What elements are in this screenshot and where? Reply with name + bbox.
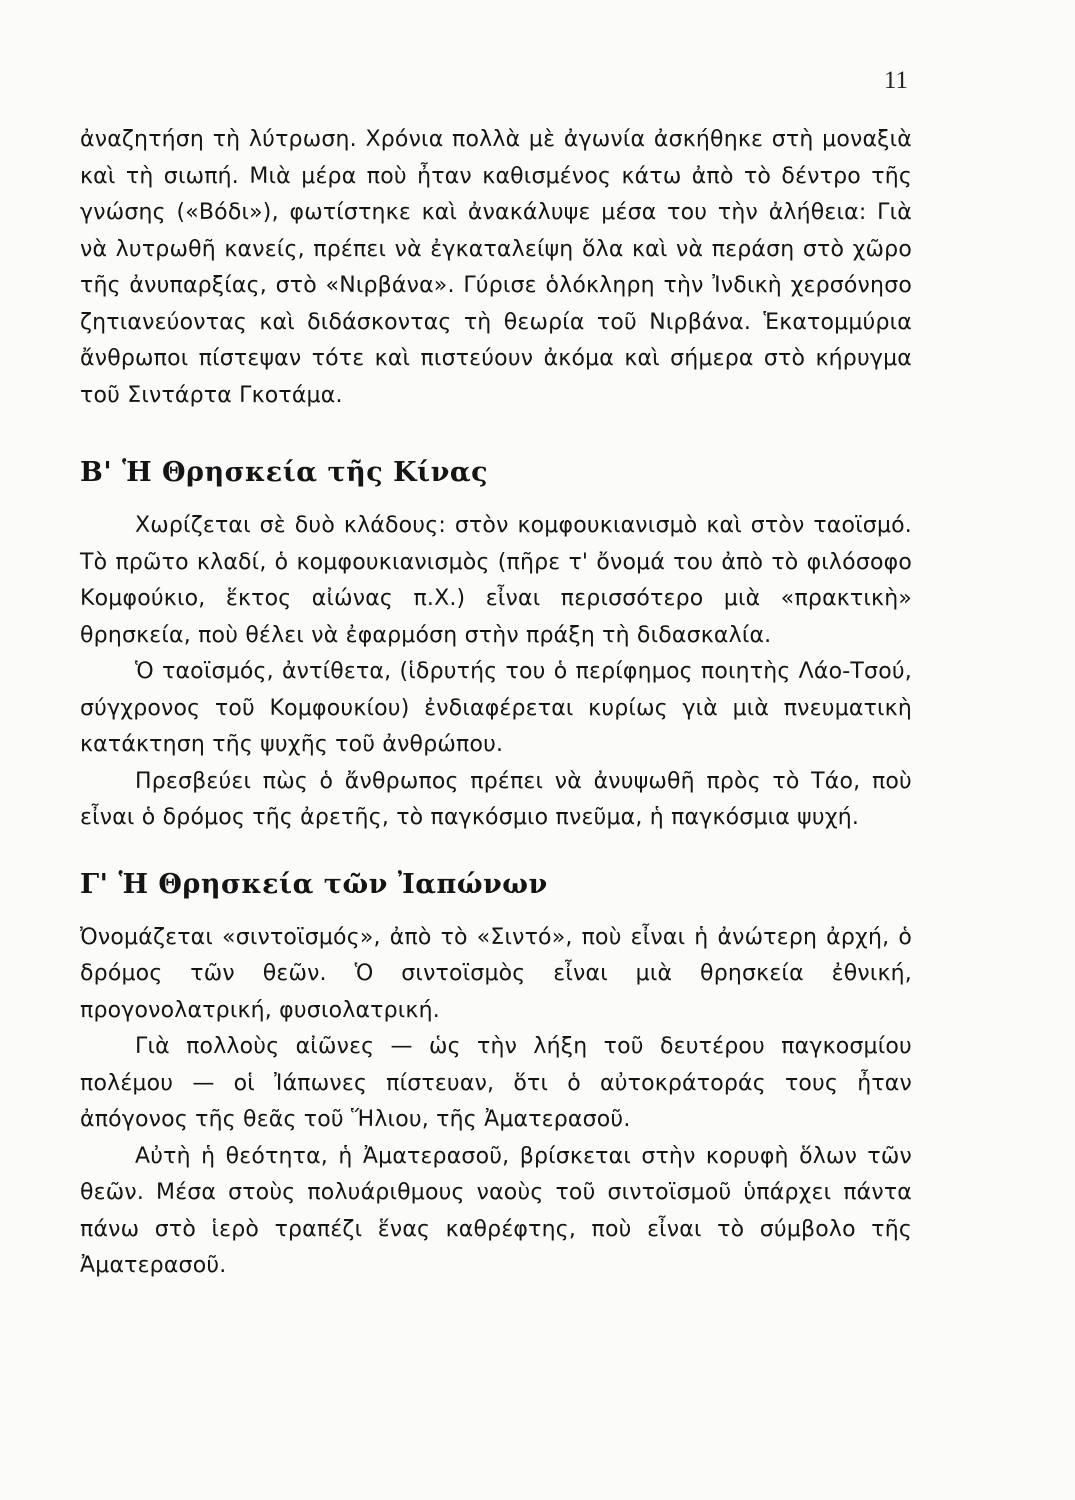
section-heading-china	[80, 455, 912, 491]
section-title: Ἡ Θρησκεία τῶν Ἰαπώνων	[118, 868, 548, 900]
paragraph: Ὀνομάζεται «σιντοϊσμός», ἀπὸ τὸ «Σιντό», ποὺ εἶναι ἡ ἀνώτερη ἀρχή, ὁ δρόμος τῶν θεῶν. Ὁ σιντοϊσμὸς εἶναι μιὰ θρησκεία ἐθνική, προγονολατρική, φυσιολατρική.	[80, 924, 912, 1023]
section-number: Γ'	[80, 868, 109, 900]
page-content	[80, 122, 912, 1285]
page-number: 11	[883, 67, 908, 94]
intro-paragraph: ἀναζητήση τὴ λύτρωση. Χρόνια πολλὰ μὲ ἀγωνία ἀσκήθηκε στὴ μοναξιὰ καὶ τὴ σιωπή. Μιὰ μέρα ποὺ ἦταν καθισμένος κάτω ἀπὸ τὸ δέντρο τῆς γνώσης («Βόδι»), φωτίστηκε καὶ ἀνακάλυψε μέσα του τὴν ἀλήθεια: Γιὰ νὰ λυτρωθῆ κανείς, πρέπει νὰ ἐγκαταλείψη ὅλα καὶ νὰ περάση στὸ χῶρο τῆς ἀνυπαρξίας, στὸ «Νιρβάνα». Γύρισε ὁλόκληρη τὴν Ἰνδικὴ χερσόνησο ζητιανεύοντας καὶ διδάσκοντας τὴ θεωρία τοῦ Νιρβάνα. Ἑκατομμύρια ἄνθρωποι πίστεψαν τότε καὶ πιστεύουν ἀκόμα καὶ σήμερα στὸ κήρυγμα τοῦ Σιντάρτα Γκοτάμα.	[80, 127, 912, 408]
paragraph: Χωρίζεται σὲ δυὸ κλάδους: στὸν κομφουκιανισμὸ καὶ στὸν ταοϊσμό. Τὸ πρῶτο κλαδί, ὁ κομφουκιανισμὸς (πῆρε τ' ὄνομά του ἀπὸ τὸ φιλόσοφο Κομφούκιο, ἕκτος αἰώνας π.Χ.) εἶναι περισσότερο μιὰ «πρακτικὴ» θρησκεία, ποὺ θέλει νὰ ἐφαρμόση στὴν πράξη τὴ διδασκαλία.	[80, 513, 912, 648]
paragraph: Αὐτὴ ἡ θεότητα, ἡ Ἀματερασοῦ, βρίσκεται στὴν κορυφὴ ὅλων τῶν θεῶν. Μέσα στοὺς πολυάριθμους ναοὺς τοῦ σιντοϊσμοῦ ὑπάρχει πάντα πάνω στὸ ἱερὸ τραπέζι ἕνας καθρέφτης, ποὺ εἶναι τὸ σύμβολο τῆς Ἀματερασοῦ.	[80, 1143, 912, 1278]
section-title: Ἡ Θρησκεία τῆς Κίνας	[122, 457, 489, 488]
paragraph: Πρεσβεύει πὼς ὁ ἄνθρωπος πρέπει νὰ ἀνυψωθῆ πρὸς τὸ Τάο, ποὺ εἶναι ὁ δρόμος τῆς ἀρετῆς, τὸ παγκόσμιο πνεῦμα, ἡ παγκόσμια ψυχή.	[80, 768, 912, 830]
section-number: Β'	[80, 457, 113, 488]
section-heading-japan	[80, 867, 912, 903]
paragraph: Γιὰ πολλοὺς αἰῶνες — ὡς τὴν λήξη τοῦ δευτέρου παγκοσμίου πολέμου — οἱ Ἰάπωνες πίστευαν, ὅτι ὁ αὐτοκράτοράς τους ἦταν ἀπόγονος τῆς θεᾶς τοῦ Ἥλιου, τῆς Ἀματερασοῦ.	[80, 1034, 912, 1132]
paragraph: Ὁ ταοϊσμός, ἀντίθετα, (ἱδρυτής του ὁ περίφημος ποιητὴς Λάο-Τσού, σύγχρονος τοῦ Κομφουκίου) ἐνδιαφέρεται κυρίως γιὰ μιὰ πνευματικὴ κατάκτηση τῆς ψυχῆς τοῦ ἀνθρώπου.	[80, 659, 912, 757]
